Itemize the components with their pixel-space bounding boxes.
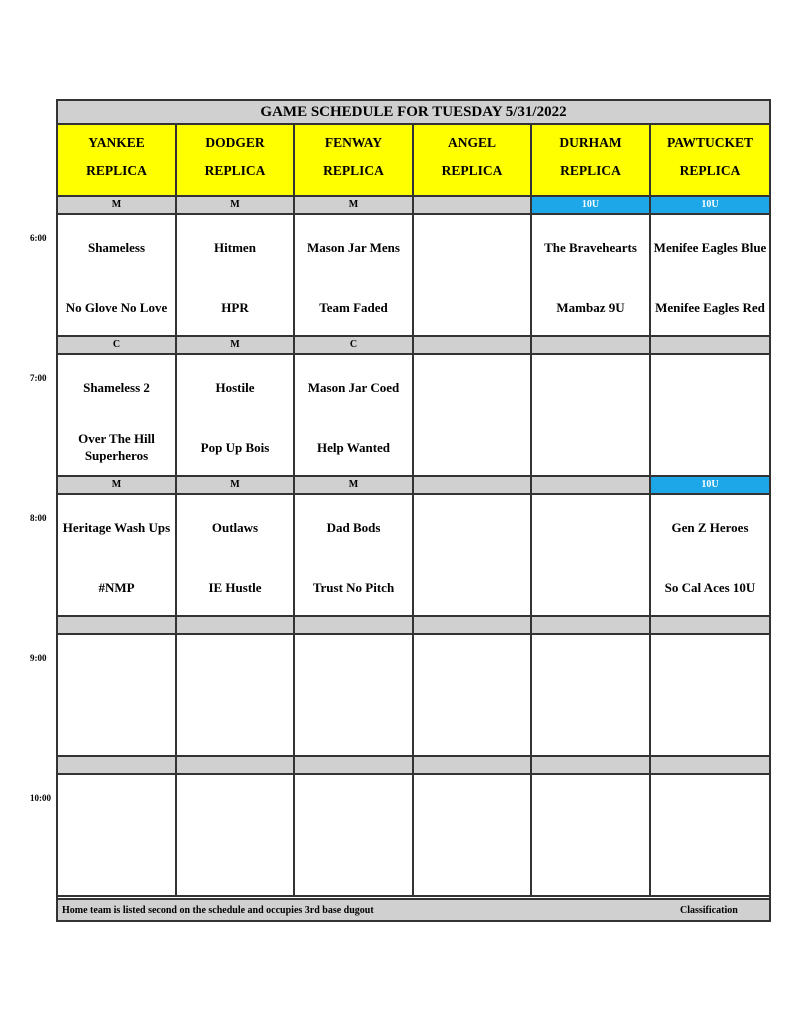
home-team: [653, 707, 767, 747]
home-team: [60, 707, 173, 747]
away-team: [179, 647, 291, 687]
field-name: FENWAY: [324, 135, 383, 150]
game-cell: [414, 775, 532, 897]
away-team: [416, 367, 528, 407]
home-team: [416, 567, 528, 607]
home-team: [653, 847, 767, 887]
game-cell: [58, 635, 177, 757]
home-team: Trust No Pitch: [312, 579, 395, 595]
classification-band: [177, 617, 295, 635]
game-cell: [295, 215, 414, 337]
home-team: [179, 707, 291, 747]
time-label: 10:00: [30, 793, 51, 803]
game-cell: [532, 215, 651, 337]
game-cell: [651, 635, 769, 757]
away-team: Outlaws: [211, 519, 259, 535]
home-team: [534, 847, 647, 887]
classification-band: [295, 617, 414, 635]
field-subtitle: REPLICA: [560, 163, 621, 178]
field-subtitle: REPLICA: [441, 163, 503, 178]
away-team: [297, 787, 410, 827]
field-header: [177, 125, 295, 197]
away-team: The Bravehearts: [544, 239, 637, 255]
field-subtitle: REPLICA: [679, 163, 741, 178]
game-cell: [532, 635, 651, 757]
away-team: [534, 367, 647, 407]
field-name: ANGEL: [447, 135, 496, 150]
away-team: Shameless: [87, 239, 146, 255]
game-cell: [177, 775, 295, 897]
field-header: [532, 125, 651, 197]
classification-band: [58, 617, 177, 635]
classification-band: C: [295, 337, 414, 355]
classification-band: 10U: [532, 197, 651, 215]
home-team: Menifee Eagles Red: [655, 299, 765, 315]
game-cell: [532, 775, 651, 897]
classification-band: M: [177, 197, 295, 215]
home-team: Pop Up Bois: [200, 439, 270, 455]
page-title: GAME SCHEDULE FOR TUESDAY 5/31/2022: [58, 101, 769, 125]
classification-band: [177, 757, 295, 775]
home-team: HPR: [221, 299, 249, 315]
away-team: [653, 367, 767, 407]
home-team: IE Hustle: [208, 579, 262, 595]
game-cell: [295, 355, 414, 477]
away-team: Dad Bods: [326, 519, 381, 535]
home-team: [60, 847, 173, 887]
away-team: [179, 787, 291, 827]
game-cell: [58, 215, 177, 337]
away-team: [653, 787, 767, 827]
away-team: [534, 507, 647, 547]
home-team: [416, 707, 528, 747]
away-team: Mason Jar Coed: [307, 379, 400, 395]
game-cell: [177, 215, 295, 337]
classification-band: 10U: [651, 477, 769, 495]
game-cell: [177, 495, 295, 617]
classification-band: M: [177, 477, 295, 495]
classification-band: [532, 477, 651, 495]
home-team: [416, 847, 528, 887]
field-header: [651, 125, 769, 197]
away-team: Heritage Wash Ups: [62, 519, 171, 535]
away-team: [60, 647, 173, 687]
home-team: [297, 847, 410, 887]
home-team: [416, 287, 528, 327]
time-label: 7:00: [30, 373, 47, 383]
away-team: [416, 227, 528, 267]
game-cell: [177, 635, 295, 757]
classification-band: [651, 337, 769, 355]
home-team: [534, 707, 647, 747]
classification-band: M: [177, 337, 295, 355]
classification-band: [414, 337, 532, 355]
game-cell: [414, 215, 532, 337]
classification-band: [532, 617, 651, 635]
classification-band: M: [295, 197, 414, 215]
classification-band: M: [295, 477, 414, 495]
home-team: So Cal Aces 10U: [664, 579, 756, 595]
home-team: [653, 427, 767, 467]
game-cell: [295, 775, 414, 897]
classification-band: 10U: [651, 197, 769, 215]
away-team: Menifee Eagles Blue: [653, 239, 767, 255]
home-team: Help Wanted: [316, 439, 391, 455]
home-team: #NMP: [98, 579, 135, 595]
game-cell: [651, 355, 769, 477]
game-cell: [295, 495, 414, 617]
classification-label: Classification: [680, 905, 738, 916]
away-team: [534, 787, 647, 827]
time-label: 8:00: [30, 513, 47, 523]
away-team: Hostile: [215, 379, 255, 395]
field-name: YANKEE: [88, 135, 145, 150]
time-label: 6:00: [30, 233, 47, 243]
away-team: [297, 647, 410, 687]
field-subtitle: REPLICA: [86, 163, 147, 178]
game-cell: [414, 635, 532, 757]
time-label: 9:00: [30, 653, 47, 663]
game-cell: [651, 495, 769, 617]
away-team: [60, 787, 173, 827]
game-cell: [58, 495, 177, 617]
home-team: [534, 427, 647, 467]
classification-band: [414, 197, 532, 215]
game-cell: [58, 355, 177, 477]
away-team: [416, 507, 528, 547]
field-name: DODGER: [205, 135, 265, 150]
game-cell: [414, 355, 532, 477]
home-team: [416, 427, 528, 467]
field-name: DURHAM: [559, 135, 622, 150]
classification-band: [414, 617, 532, 635]
home-team: Team Faded: [319, 299, 388, 315]
game-cell: [532, 495, 651, 617]
classification-band: [295, 757, 414, 775]
classification-band: [58, 757, 177, 775]
field-subtitle: REPLICA: [323, 163, 384, 178]
footer-note: Home team is listed second on the schedule and occupies 3rd base dugout: [62, 905, 374, 916]
away-team: Mason Jar Mens: [307, 239, 400, 255]
classification-band: [414, 477, 532, 495]
field-name: PAWTUCKET: [666, 135, 753, 150]
away-team: [534, 647, 647, 687]
home-team: [297, 707, 410, 747]
home-team: Mambaz 9U: [556, 299, 625, 315]
classification-band: [532, 757, 651, 775]
schedule-sheet: [56, 99, 771, 922]
classification-band: [414, 757, 532, 775]
field-subtitle: REPLICA: [204, 163, 266, 178]
footer: [58, 898, 769, 920]
away-team: Hitmen: [214, 239, 256, 255]
classification-band: C: [58, 337, 177, 355]
game-cell: [58, 775, 177, 897]
game-cell: [414, 495, 532, 617]
classification-band: [651, 617, 769, 635]
away-team: Shameless 2: [83, 379, 150, 395]
classification-band: M: [58, 477, 177, 495]
home-team: [534, 567, 647, 607]
home-team: Over The Hill Superheros: [78, 431, 155, 463]
away-team: [416, 787, 528, 827]
game-cell: [651, 215, 769, 337]
away-team: [416, 647, 528, 687]
home-team: No Glove No Love: [65, 299, 168, 315]
field-header: [414, 125, 532, 197]
field-header: [295, 125, 414, 197]
classification-band: [532, 337, 651, 355]
game-cell: [295, 635, 414, 757]
classification-band: [651, 757, 769, 775]
field-header: [58, 125, 177, 197]
home-team: [179, 847, 291, 887]
away-team: [653, 647, 767, 687]
away-team: Gen Z Heroes: [671, 519, 749, 535]
game-cell: [651, 775, 769, 897]
game-cell: [532, 355, 651, 477]
game-cell: [177, 355, 295, 477]
classification-band: M: [58, 197, 177, 215]
